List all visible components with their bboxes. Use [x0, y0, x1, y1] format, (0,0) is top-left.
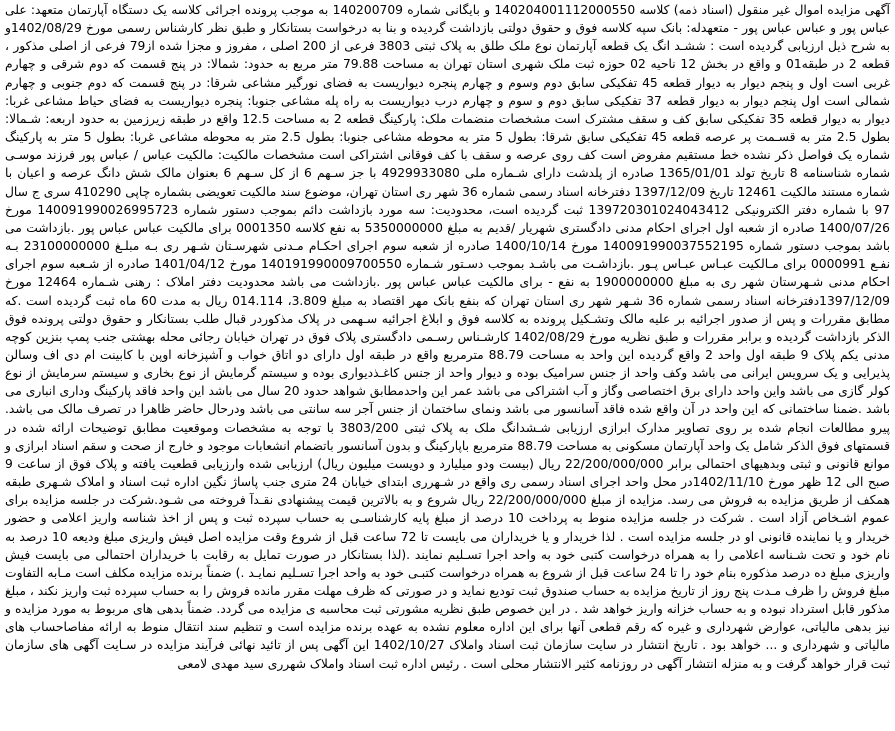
notice-body-text: آگهی مزایده اموال غیر منقول (اسناد ذمه) کلاسه 140204001112000550 و بایگانی شماره 140200709 به موجب پرونده اجرائی کلاسه یک دستگاه آپارتمان متعهد: علی عباس پور و عباس عباس پور - متعهدله: بانک سپه کلاسه فوق و حقوق دولتی بازداشت گردیده و بنا به درخواست بستانکار و طبق نظر کارشناس رسمی مورخ 1402/08/29و به شرح ذیل ارزیابی گردیده است : ششـد انگ یک قطعه آپارتمان نوع ملک طلق به پلاک ثبتی 3803 فرعی از 200 اصلی ، مفروز و مجزا شده از79 فرعی از اصلی مذکور ، قطعه 2 در طبقه01 و واقع در بخش 12 ناحیه 02 حوزه ثبت ملک شهری استان تهران به مساحت 79.88 متر مربع به حدود: شمالا: در پنج قسمت که دوم شرقی و چهارم غربی است اول و پنجم دیوار به دیوار قطعه 45 تفکیکی سابق دوم وسوم و چهارم پنجره دیواریست به فضای نورگیر مشاعی شرقا: در پنج قسمت که دوم جنوبی و چهارم شمالی است اول پنجم دیوار به دیوار قطعه 37 تفکیکی سابق دوم و سوم و چهارم درب دیواریست به راه پله مشاعی جنوبا: پنجره دیواریست به فضای حیاط مشاعی غربا: دیوار به دیوار قطعه 35 تفکیکی سابق کف و سقف مشترک است مشخصات منضمات ملک: پارکینگ قطعه 2 به مساحت 12.5 واقع در طبقه زیرزمین به حدود اربعه: شـمالا: بطول 2.5 متر به قسـمت پر عرصه قطعه 45 تفکیکی سابق شرقا: بطول 5 متر به محوطه مشاعی جنوبا: بطول 2.5 متر به محوطه مشاعی غربا: بطول 5 متر به پارکینگ شماره یک فواصل ذکر نشده خط مستقیم مفروض است کف روی عرصه و سقف با کف فوقانی اشتراکی است مشخصات مالکیت: مالکیت عباس / عباس پور فرزند موسـی شماره شناسنامه 8 تاریخ تولد 1365/01/01 صادره از پلدشت دارای شـماره ملی 4929933080 با جز سـهم 6 از کل سـهم 6 بعنوان مالک شش دانگ عرصه و اعیان با شماره مستند مالکیت 12461 تاریخ 1397/12/09 دفترخانه اسناد رسمی شماره 36 شهر ری استان تهران، موضوع سند مالکیت تعویضی بشماره چاپی 410290 سری ج سال 97 با شماره دفتر الکترونیکی 139720301024043412 ثبت گردیده است، محدودیت: سه مورد بازداشت دائم بموجب دستور شماره 140091990026995723 مورخ 1400/07/26 صادره از شعبه اول اجرای احکام مدنی دادگستری شهریار /قدیم به مبلغ 5350000000 به نفع کلاسه 0001350 برای مالکیت عباس عباس پور .بازداشت می باشد بموجب دستور شماره 140091990037552195 مورخ 1400/10/14 صادره از شعبه سوم اجرای احکـام مـدنی شهرسـتان شـهر ری بـه مبلـغ 23100000000 بـه نفـع 0000991 برای مـالکیت عبـاس عبـاس پـور .بازداشـت می باشـد بموجب دسـتور شـماره 140191990009700550 مورخ 1401/04/12 صادره از شـعبه سوم اجرای احکام مدنی شـهرستان شهر ری به مبلغ 1900000000 به نفع - برای مالکیت عباس عباس پور .بازداشت می باشد محدودیت دفتر املاک : رهنی شـماره 12464 مورخ 1397/12/09دفترخانه اسناد رسمی شماره 36 شـهر شهر ری استان تهران که بنفع بانک مهر اقتصاد به مبلغ 3.809، 014.114 ریال به مدت 60 ماه ثبت گردیده است .که مطابق مقررات و پس از صدور اجرائیه بر علیه مالک وتشـکیل پرونده به کلاسه فوق و ابلاغ اجرائیه سـهمی در پلاک مذکوردر قبال طلب بستانکار و حقوق دولتی پرونده فوق الذکر بازداشت گردیده و برابر مقررات و طبق نظریه مورخ 1402/08/29 کارشـناس رسـمی دادگستری پلاک فوق در تهران خیابان رجائی محله بهشتی جنب پمپ بنزین کوچه مدنی یکم پلاک 9 طبقه اول واحد 2 واقع گردیده این واحد به مساحت 88.79 مترمربع واقع در طبقه اول دارای دو اتاق خواب و آشپزخانه اوپن با کابینت ام دی اف وسالن پذیرایی و یک سرویس ایرانی می باشد وکف واحد از جنس سرامیک بوده و دیوار واحد از جنس کاغـذدیواری بوده و سیستم گرمایش از نوع بخاری و سیستم سرمایش از نوع کولر گازی می باشد واین واحد دارای برق اختصاصی وگاز و آب اشتراکی می باشد عمر این واحدمطابق شواهد حدود 20 سال می باشد این واحد فاقد پارکینگ وداری انباری می باشد .ضمنا ساختمانی که این واحد در آن واقع شده فاقد آسانسور می باشد ونمای ساختمان از جنس آجر سه سانتی می باشد ودرحال حاضر ظاهرا در تصرف مالک می باشد. پیرو مطالعات انجام شده بر روی تصاویر مدارک ابرازی ارزیابی شـشدانگ ملک به پلاک ثبتی 3803/200 با توجه به مشخصات وموقعیت مطابق توضیحات ارائه شده در قسمتهای فوق الذکر شامل یک واحد آپارتمان مسکونی به مساحت 88.79 مترمربع باپارکینگ و بدون آسانسور باتضمام انشعابات موجود و خارج از صحت و سقم اسناد ابرازی و موانع قانونی و ثبتی وبدهیهای احتمالی برابر 22/200/000/000 ریال (بیست ودو میلیارد و دویست میلیون ریال) ارزیابی شده وارزیابی قطعیت یافته و پلاک فوق از ساعت 9 صبح الی 12 ظهر مورخ 1402/11/10در محل واحد اجرای اسناد رسمی ری واقع در شـهرری ابتدای خیابان 24 متری جنب پاساژ نگین اداره ثبت اسناد و املاک شـهری طبقه همکف از طریق مزایده به فروش می رسد. مزایده از مبلغ 22/200/000/000 ریال شروع و به بالاترین قیمت پیشنهادی نقـدآ فروخته می شـود.شرکت در جلسه مزایده برای عموم اشـخاص آزاد است . شرکت در جلسه مزایده منوط به پرداخت 10 درصد از مبلغ پایه کارشناسـی به حساب سپرده ثبت و پس از اخذ شناسه واریز اعلامی و حضور خریدار و یا نماینده قانونی او در جلسه مزایده است . لذا خریدار و یا خریداران می بایست تا 72 ساعت قبل از شروع وقت مزایده اصل فیش واریزی مبلغ ودیعه 10 درصد به نام خود و تحت شـناسه اعلامی را به همراه درخواست کتبی خود به واحد اجرا تسـلیم نمایند .(لذا بستانکار در صورت تمایل به رقابت با خریداران احتمالی می بایست فیش واریزی مبلغ ده درصد مذکوره بنام خود را تا 24 ساعت قبل از شروع به همراه درخواست کتبـی خود به واحد اجرا تسـلیم نمایـد .) ضمناً برنده مزایده مکلف است مـابه التفاوت مبلغ فروش را ظرف مـدت پنج روز از تاریخ مزایده به حساب صندوق ثبت تودیع نماید و در صورتی که ظرف مهلت مقرر مانده فروش را به حساب سپرده ثبت واریز نکند ، مبلغ مذکور قابل استرداد نبوده و به حساب خزانه واریز خواهد شد . در این خصوص طبق نظریه مشورتی ثبت محاسبه ی مزایده می گردد. ضمناً بدهی های مربوط به مورد مزایده و نیز بدهی مالیاتی، عوارض شهرداری و غیره که رقم قطعی آنها برای این اداره معلوم نشده به عهده برنده مزایده است و تنظیم سند انتقال منوط به ارائه مفاصاحساب های مالیاتی و شهرداری و ... خواهد بود . تاریخ انتشار در سایت سازمان ثبت اسناد واملاک 1402/10/27 این آگهی پس از تائید نهائی فرآیند مزایده در سـایت آگهی های سازمان ثبت قرار خواهد گرفت و به منزله انتشار آگهی در روزنامه کثیر الانتشار محلی است . رئیس اداره ثبت اسناد واملاک شهرری سید مهدی لامعی: [5, 3, 891, 671]
